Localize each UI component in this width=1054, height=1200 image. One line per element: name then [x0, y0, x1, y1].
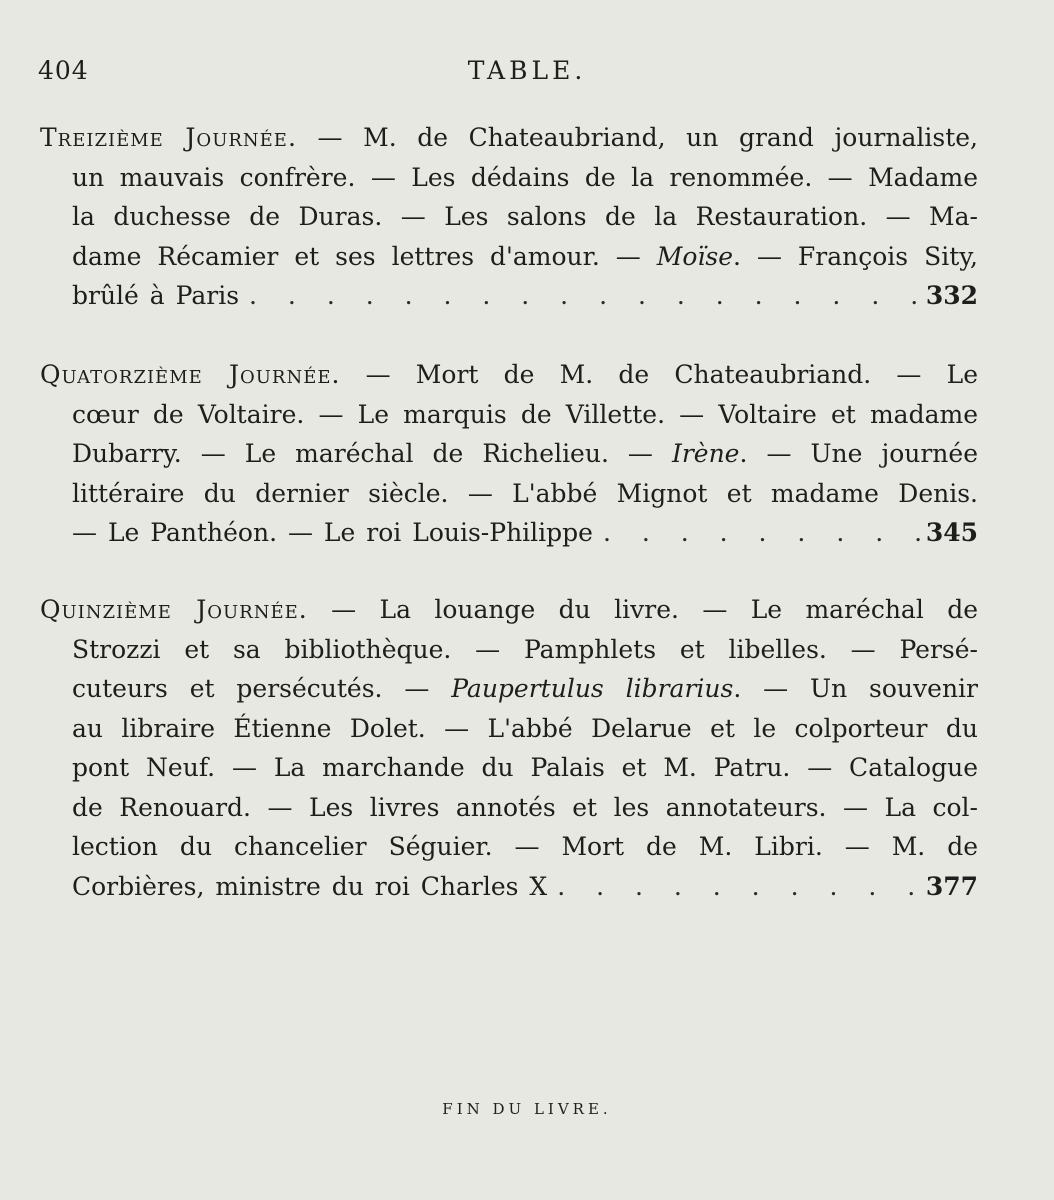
- entry-line: cœur de Voltaire. — Le marquis de Villette. — Voltaire et madame: [72, 399, 978, 429]
- entry-line: lection du chancelier Séguier. — Mort de M. Libri. — M. de: [72, 832, 978, 861]
- running-title: TABLE.: [467, 56, 587, 85]
- toc-entry: [40, 118, 978, 316]
- entry-last-line: Corbières, ministre du roi Charles X . . . 377: [40, 867, 978, 907]
- entry-line: de Renouard. — Les livres annotés et les annotateurs. — La col-: [72, 792, 978, 822]
- entry-line: la duchesse de Duras. — Les salons de la Restauration. — Ma-: [72, 202, 978, 231]
- entry-line: dame Récamier et ses lettres d'amour. — Moïse. — François Sity,: [72, 241, 978, 271]
- entry-line: cuteurs et persécutés. — Paupertulus librarius. — Un souvenir: [72, 674, 978, 703]
- italic-title: Irène: [671, 439, 740, 468]
- entry-line: pont Neuf. — La marchande du Palais et M. Patru. — Catalogue: [72, 753, 978, 782]
- italic-title: Moïse: [656, 241, 734, 271]
- entry-page-number: 377: [925, 871, 978, 901]
- entry-heading: Quinzième Journée.: [40, 595, 308, 624]
- entry-page-number: 332: [925, 281, 978, 310]
- entry-line: littéraire du dernier siècle. — L'abbé Mignot et madame Denis.: [72, 478, 978, 508]
- entry-line: Strozzi et sa bibliothèque. — Pamphlets et libelles. — Persé-: [72, 634, 978, 664]
- colophon: FIN DU LIVRE.: [442, 1100, 612, 1118]
- toc-entry: [40, 355, 978, 553]
- entry-line: au libraire Étienne Dolet. — L'abbé Delarue et le colporteur du: [72, 713, 978, 743]
- dot-leader: [593, 513, 926, 553]
- entry-line: Quinzième Journée. — La louange du livre. — Le maréchal de: [40, 595, 979, 624]
- italic-title: Paupertulus librarius: [451, 674, 734, 703]
- toc-entry: [40, 590, 978, 906]
- dot-leader: [547, 867, 926, 907]
- page-number: 404: [38, 56, 89, 85]
- entry-line: Dubarry. — Le maréchal de Richelieu. — Irène. — Une journée: [72, 439, 978, 468]
- entry-last-line: — Le Panthéon. — Le roi Louis-Philippe . . . 345: [40, 513, 978, 553]
- entry-heading: Quatorzième Journée.: [40, 360, 341, 389]
- entry-line: Treizième Journée. — M. de Chateaubriand, un grand journaliste,: [40, 123, 978, 152]
- entry-last-line: brûlé à Paris . . . 332: [40, 276, 978, 316]
- entry-page-number: 345: [925, 518, 978, 547]
- entry-line: Quatorzième Journée. — Mort de M. de Chateaubriand. — Le: [40, 360, 978, 389]
- dot-leader: [239, 276, 926, 316]
- entry-line: un mauvais confrère. — Les dédains de la renommée. — Madame: [72, 162, 978, 192]
- entry-heading: Treizième Journée.: [40, 123, 297, 152]
